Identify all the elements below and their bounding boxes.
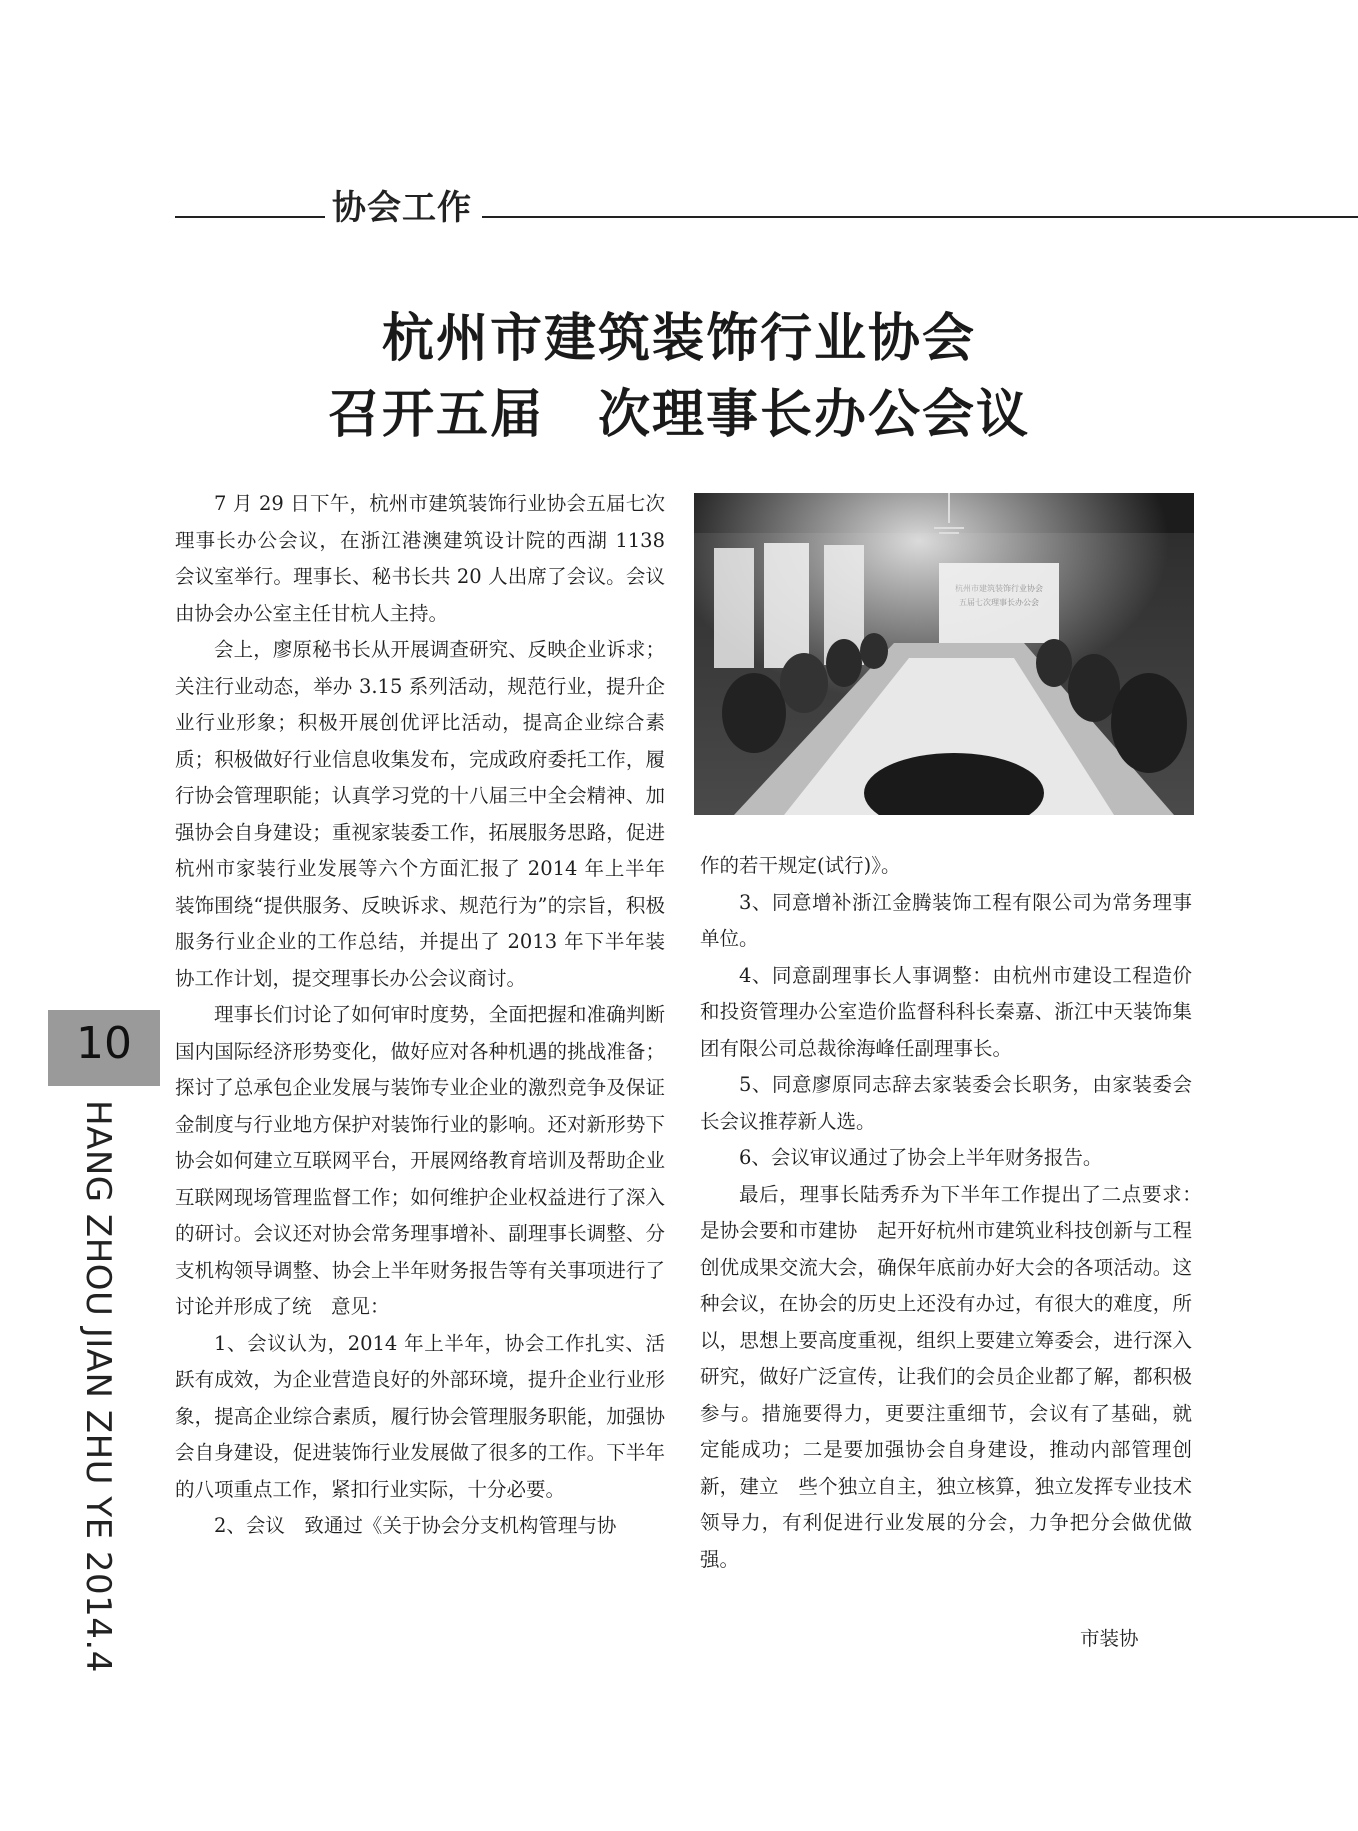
right-column [700,848,1212,1578]
article-title-line1: 杭州市建筑装饰行业协会 [381,308,976,369]
section-header [175,180,1195,228]
paragraph: 会上，廖原秘书长从开展调查研究、反映企业诉求；关注行业动态，举办 3.15 系列活动，规范行业，提升企业行业形象；积极开展创优评比活动，提高企业综合素质；积极做好行业信息收集发布，完成政府委托工作，履行协会管理职能；认真学习党的十八届三中全会精神、加强协会自身建设；重视家装委工作，拓展服务思路，促进杭州市家装行业发展等六个方面汇报了 2014 年上半年装饰围绕“提供服务、反映诉求、规范行为”的宗旨，积极服务行业企业的工作总结，并提出了 2013 年下半年装协工作计划，提交理事长办公会议商讨。 [175,638,665,990]
section-label: 协会工作 [332,188,472,228]
paragraph: 7 月 29 日下午，杭州市建筑装饰行业协会五届七次理事长办公会议，在浙江港澳建筑设计院的西湖 1138 会议室举行。理事长、秘书长共 20 人出席了会议。会议由协会办公室主任甘杭人主持。 [175,492,665,625]
paragraph-continuation: 作的若干规定(试行)》。 [700,854,901,877]
article-signature: 市装协 [1080,1627,1139,1650]
paragraph: 1、会议认为，2014 年上半年，协会工作扎实、活跃有成效，为企业营造良好的外部环境，提升企业行业形象，提高企业综合素质，履行协会管理服务职能，加强协会自身建设，促进装饰行业发展做了很多的工作。下半年的八项重点工作，紧扣行业实际，十分必要。 [175,1331,665,1501]
left-column [175,486,665,1545]
meeting-photo [694,493,1194,815]
paragraph: 2、会议 致通过《关于协会分支机构管理与协 [214,1514,617,1537]
article-title-line2: 召开五届 次理事长办公会议 [327,384,1030,445]
page-number-box [48,1010,160,1086]
section-rule-right [482,216,1358,218]
journal-footer: HANG ZHOU JIAN ZHU YE 2014.4 [78,1100,118,1673]
section-rule-left [175,216,325,218]
page-number: 10 [76,1018,132,1069]
paragraph: 4、同意副理事长人事调整：由杭州市建设工程造价和投资管理办公室造价监督科科长秦嘉、浙江中天装饰集团有限公司总裁徐海峰任副理事长。 [700,963,1192,1060]
paragraph: 5、同意廖原同志辞去家装委会长职务，由家装委会长会议推荐新人选。 [700,1073,1192,1133]
paragraph: 3、同意增补浙江金腾装饰工程有限公司为常务理事单位。 [700,890,1192,950]
paragraph: 最后，理事长陆秀乔为下半年工作提出了二点要求： 是协会要和市建协 起开好杭州市建筑业科技创新与工程创优成果交流大会，确保年底前办好大会的各项活动。这种会议，在协会的历史上还没有办过，有很大的难度，所以，思想上要高度重视，组织上要建立筹委会，进行深入研究，做好广泛宣传，让我们的会员企业都了解，都积极参与。措施要得力，更要注重细节，会议有了基础，就 定能成功；二是要加强协会自身建设，推动内部管理创新，建立 些个独立自主，独立核算，独立发挥专业技术领导力，有利促进行业发展的分会，力争把分会做优做强。 [700,1182,1212,1571]
paragraph: 6、会议审议通过了协会上半年财务报告。 [739,1146,1103,1169]
paragraph: 理事长们讨论了如何审时度势，全面把握和准确判断国内国际经济形势变化，做好应对各种机遇的挑战准备；探讨了总承包企业发展与装饰专业企业的激烈竞争及保证金制度与行业地方保护对装饰行业的影响。还对新形势下协会如何建立互联网平台，开展网络教育培训及帮助企业互联网现场管理监督工作；如何维护企业权益进行了深入的研讨。会议还对协会常务理事增补、副理事长调整、分支机构领导调整、协会上半年财务报告等有关事项进行了讨论并形成了统 意见： [175,1003,665,1318]
